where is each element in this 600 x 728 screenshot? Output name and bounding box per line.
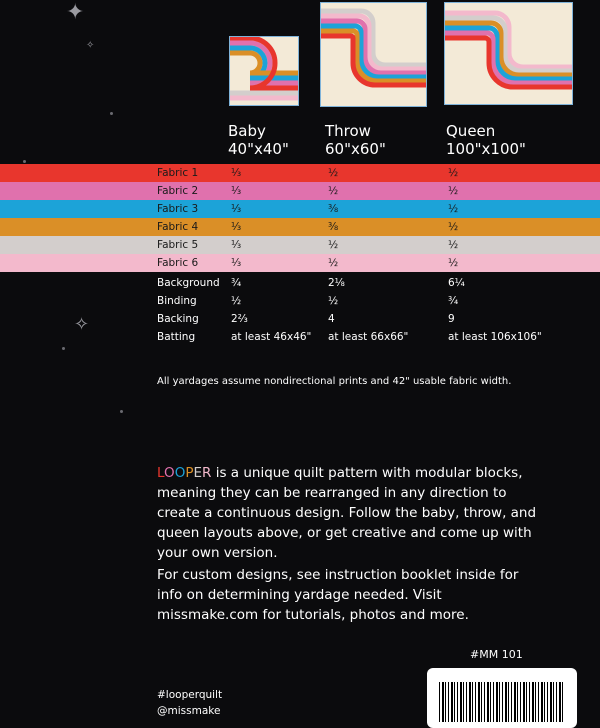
throw-yardage: ½ — [328, 185, 339, 197]
baby-yardage: at least 46x46" — [231, 331, 312, 343]
material-row — [0, 274, 600, 292]
material-row — [0, 310, 600, 328]
brand-letter: O — [174, 465, 186, 481]
baby-yardage: ⅓ — [231, 257, 242, 269]
queen-yardage: ½ — [448, 203, 459, 215]
fabric-row — [0, 164, 600, 182]
fabric-label: Fabric 4 — [157, 221, 199, 233]
fabric-label: Fabric 2 — [157, 185, 199, 197]
brand-letter: E — [193, 465, 203, 481]
brand-letter: P — [185, 465, 194, 481]
product-code: #MM 101 — [470, 648, 523, 661]
queen-yardage: ¾ — [448, 295, 459, 307]
fabric-row — [0, 182, 600, 200]
star-dot — [120, 410, 123, 413]
barcode — [427, 668, 577, 728]
size-name-queen: Queen — [446, 122, 496, 140]
fabric-label: Fabric 6 — [157, 257, 199, 269]
description-paragraph — [157, 463, 537, 563]
queen-quilt-layout-image — [445, 3, 572, 104]
brand-letter: L — [157, 465, 165, 481]
throw-yardage: ½ — [328, 295, 339, 307]
queen-yardage: at least 106x106" — [448, 331, 542, 343]
throw-quilt-layout-image — [321, 3, 426, 106]
fabric-row — [0, 218, 600, 236]
fabric-label: Fabric 1 — [157, 167, 199, 179]
barcode-bars — [439, 682, 565, 722]
throw-yardage: ⅜ — [328, 221, 339, 233]
size-name-baby: Baby — [228, 122, 266, 140]
queen-yardage: ½ — [448, 221, 459, 233]
baby-yardage: ¾ — [231, 277, 242, 289]
throw-yardage: at least 66x66" — [328, 331, 409, 343]
throw-yardage: 2⅛ — [328, 277, 345, 289]
sparkle-icon: ✦ — [66, 0, 85, 25]
queen-yardage: ½ — [448, 185, 459, 197]
queen-yardage: ½ — [448, 257, 459, 269]
baby-yardage: ⅓ — [231, 221, 242, 233]
throw-yardage: ½ — [328, 167, 339, 179]
throw-yardage: 4 — [328, 313, 335, 325]
baby-yardage: ⅓ — [231, 167, 242, 179]
fabric-label: Fabric 5 — [157, 239, 199, 251]
baby-yardage: ⅓ — [231, 185, 242, 197]
sparkle-icon: ✧ — [74, 314, 90, 335]
brand-name — [157, 465, 211, 481]
queen-yardage: 6¼ — [448, 277, 465, 289]
size-name-throw: Throw — [325, 122, 371, 140]
fabric-row — [0, 200, 600, 218]
queen-yardage: 9 — [448, 313, 455, 325]
star-dot — [110, 112, 113, 115]
throw-yardage: ½ — [328, 257, 339, 269]
brand-letter: O — [164, 465, 175, 481]
description-text: is a unique quilt pattern with modular blocks, meaning they can be rearranged in any direction to create a continuous design. Follow the baby, throw, and queen layouts above, or get creative and come up with your own version. — [157, 465, 537, 561]
queen-yardage: ½ — [448, 167, 459, 179]
custom-designs-paragraph: For custom designs, see instruction booklet inside for info on determining yardage needed. Visit missmake.com for tutorials, photos and more. — [157, 567, 519, 623]
material-row — [0, 292, 600, 310]
material-label: Binding — [157, 295, 197, 307]
social-handle: @missmake — [157, 705, 221, 717]
fabric-row — [0, 254, 600, 272]
brand-letter: R — [202, 465, 212, 481]
star-dot — [62, 347, 65, 350]
material-label: Backing — [157, 313, 199, 325]
sparkle-icon: ✧ — [86, 40, 95, 51]
hashtag: #looperquilt — [157, 689, 223, 701]
material-row — [0, 328, 600, 346]
material-label: Background — [157, 277, 220, 289]
fabric-row — [0, 236, 600, 254]
size-dims-throw: 60"x60" — [325, 140, 386, 158]
baby-yardage: 2⅔ — [231, 313, 248, 325]
throw-yardage: ⅜ — [328, 203, 339, 215]
fabric-label: Fabric 3 — [157, 203, 199, 215]
star-dot — [23, 160, 26, 163]
baby-yardage: ⅓ — [231, 203, 242, 215]
queen-yardage: ½ — [448, 239, 459, 251]
throw-yardage: ½ — [328, 239, 339, 251]
baby-quilt-layout-image — [230, 37, 298, 105]
material-label: Batting — [157, 331, 196, 343]
baby-yardage: ½ — [231, 295, 242, 307]
size-dims-baby: 40"x40" — [228, 140, 289, 158]
yardage-note: All yardages assume nondirectional prints and 42" usable fabric width. — [157, 376, 512, 387]
baby-yardage: ⅓ — [231, 239, 242, 251]
size-dims-queen: 100"x100" — [446, 140, 526, 158]
